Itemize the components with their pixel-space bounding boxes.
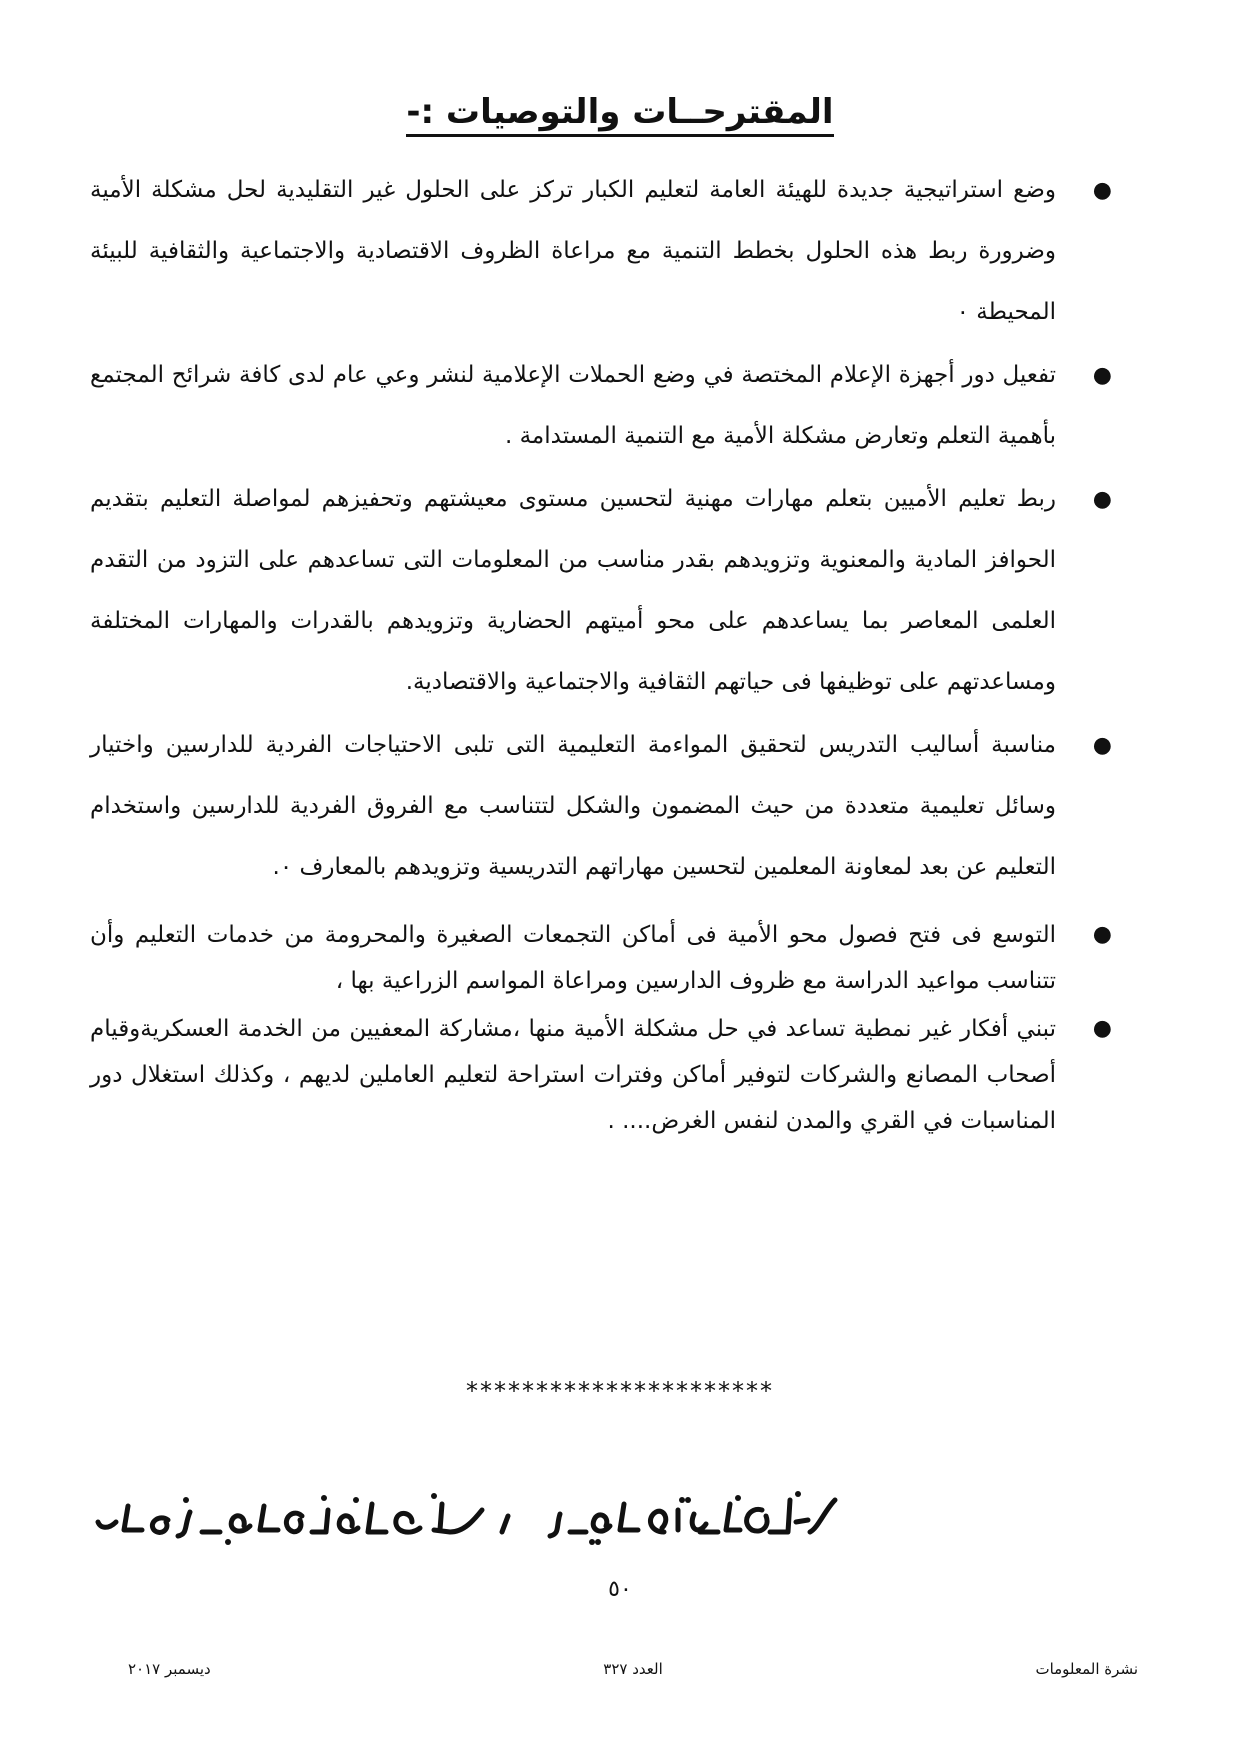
recommendation-item <box>90 1006 1112 1144</box>
bullet-icon: ● <box>1092 363 1112 388</box>
recommendation-item <box>90 469 1112 713</box>
recommendation-text: تبني أفكار غير نمطية تساعد في حل مشكلة الأمية منها ،مشاركة المعفيين من الخدمة العسكريةوقيام أصحاب المصانع والشركات لتوفير أماكن وفترات استراحة لتعليم العاملين لديهم ، وكذلك استغلال دور المناسبات في القري والمدن لنفس الغرض.... . <box>90 1016 1056 1134</box>
footer-publication: نشرة المعلومات <box>1035 1660 1138 1678</box>
bullet-icon: ● <box>1092 1016 1112 1041</box>
recommendation-item <box>90 345 1112 467</box>
recommendation-text: وضع استراتيجية جديدة للهيئة العامة لتعليم الكبار تركز على الحلول غير التقليدية لحل مشكلة الأمية وضرورة ربط هذه الحلول بخطط التنمية مع مراعاة الظروف الاقتصادية والاجتماعية والثقافية للبيئة المحيطة ٠ <box>90 177 1056 325</box>
footer-issue: العدد ٣٢٧ <box>603 1660 663 1678</box>
separator-stars: ********************** <box>466 1377 774 1405</box>
recommendation-item <box>90 715 1112 898</box>
page-number: ٥٠ <box>608 1577 632 1602</box>
recommendation-text: ربط تعليم الأميين بتعلم مهارات مهنية لتحسين مستوى معيشتهم وتحفيزهم لمواصلة التعليم بتقديم الحوافز المادية والمعنوية وتزويدهم بقدر مناسب من المعلومات التى تساعدهم على التزود من التقدم العلمى المعاصر بما يساعدهم على محو أميتهم الحضارية وتزويدهم بالقدرات والمهارات المختلفة ومساعدتهم على توظيفها فى حياتهم الثقافية والاجتماعية والاقتصادية. <box>90 486 1056 695</box>
page-footer <box>128 1660 1138 1684</box>
section-heading <box>0 92 1240 132</box>
recommendation-item <box>90 160 1112 343</box>
bullet-icon: ● <box>1092 178 1112 203</box>
recommendation-text: تفعيل دور أجهزة الإعلام المختصة في وضع الحملات الإعلامية لنشر وعي عام لدى كافة شرائح المجتمع بأهمية التعلم وتعارض مشكلة الأمية مع التنمية المستدامة . <box>90 362 1056 449</box>
handwritten-signature <box>90 1470 850 1550</box>
bullet-icon: ● <box>1092 733 1112 758</box>
bullet-icon: ● <box>1092 487 1112 512</box>
recommendation-text: التوسع فى فتح فصول محو الأمية فى أماكن التجمعات الصغيرة والمحرومة من خدمات التعليم وأن تتناسب مواعيد الدراسة مع ظروف الدارسين ومراعاة المواسم الزراعية بها ، <box>90 922 1056 994</box>
footer-date: ديسمبر ٢٠١٧ <box>128 1660 211 1678</box>
recommendations-list <box>90 160 1112 1144</box>
bullet-icon: ● <box>1092 922 1112 947</box>
section-heading-text: المقترحــات والتوصيات :- <box>406 92 833 137</box>
recommendation-text: مناسبة أساليب التدريس لتحقيق المواءمة التعليمية التى تلبى الاحتياجات الفردية للدارسين واختيار وسائل تعليمية متعددة من حيث المضمون والشكل لتتناسب مع الفروق الفردية للدارسين واستخدام التعليم عن بعد لمعاونة المعلمين لتحسين مهاراتهم التدريسية وتزويدهم بالمعارف ٠. <box>90 732 1056 880</box>
recommendation-item <box>90 912 1112 1004</box>
